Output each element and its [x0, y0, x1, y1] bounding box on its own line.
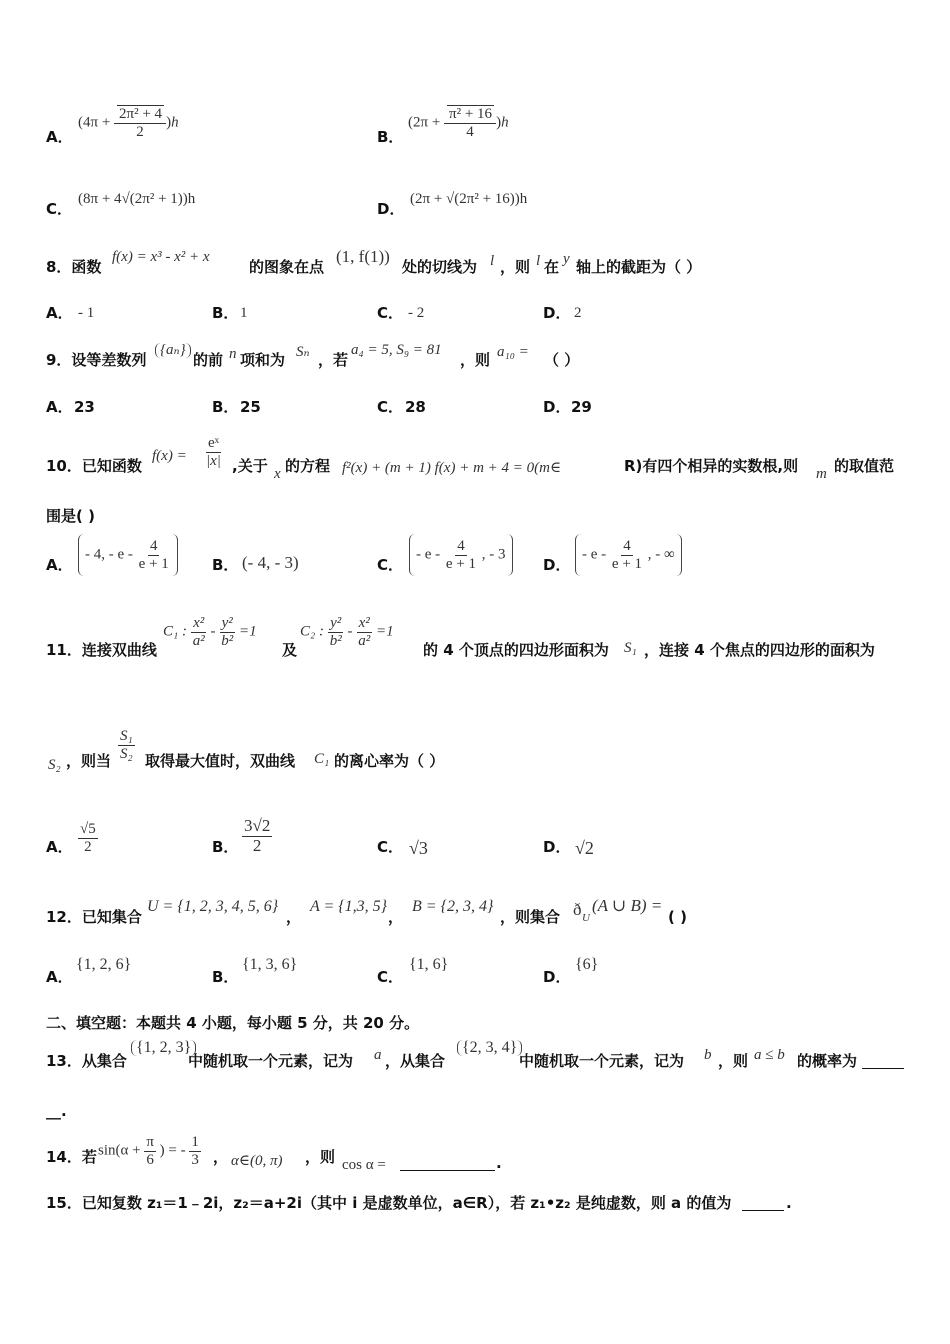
q10-option-a-den: e + 1 [138, 555, 169, 572]
q10-option-b-label: B． [212, 556, 239, 574]
q10-m: m [816, 466, 827, 482]
q11-eq1: =1 [238, 623, 257, 640]
q12-option-d-label: D． [543, 968, 571, 986]
q8-point: (1, f(1)) [336, 247, 390, 266]
q11-text-4: ，连接 4 个焦点的四边形的面积为 [644, 641, 875, 659]
q12-option-c-value: {1, 6} [409, 956, 449, 973]
q15-answer-blank[interactable] [742, 1210, 784, 1211]
q9-option-b-label: B． [212, 398, 239, 416]
q12-complement-sub: U [582, 912, 590, 924]
q14-text-end: . [496, 1154, 502, 1172]
q14-one: 1 [191, 1134, 199, 1150]
q11-c2: C₂ : [300, 623, 324, 640]
q10-option-c-left: - e - [416, 546, 441, 563]
q13-text-2: 中随机取一个元素，记为 [188, 1052, 354, 1070]
q9-text-4: ，若 [318, 351, 349, 369]
q13-set-1: {1, 2, 3} [131, 1040, 196, 1056]
q11-ratio-num: S₁ [120, 728, 133, 744]
q10-equation: f²(x) + (m + 1) f(x) + m + 4 = 0(m∈ [342, 460, 562, 476]
q9-text-6: （ ） [544, 351, 580, 369]
q11-a2: a² [192, 632, 205, 649]
q11-option-d-value: √2 [575, 838, 594, 858]
q10-stem [0, 435, 950, 482]
q11-text-7: 的离心率为（ ） [334, 752, 445, 770]
q12-text-3: ( ) [668, 908, 687, 926]
q13-text-3: ，从集合 [385, 1052, 446, 1070]
q8-stem [0, 247, 950, 276]
q11-ratio-den: S₂ [120, 745, 133, 762]
q8-text-2: 的图象在点 [249, 258, 325, 276]
q7-option-c-label: C． [46, 200, 73, 218]
q12-option-c-label: C． [377, 968, 404, 986]
q9-a10: a₁₀ = [497, 344, 529, 360]
q12-option-a-label: A． [46, 968, 73, 986]
q13-set-2: {2, 3, 4} [457, 1040, 522, 1056]
q10-option-d-value [575, 534, 682, 576]
q10-option-c-value [409, 534, 513, 576]
q12-expression: (A ∪ B) = [592, 896, 663, 915]
q13-answer-blank[interactable] [862, 1068, 904, 1069]
q10-text-4: R)有四个相异的实数根,则 [624, 457, 799, 475]
q10-text-1: 10．已知函数 [46, 457, 142, 475]
q11-c1: C₁ : [163, 623, 187, 640]
q8-options [0, 304, 950, 322]
q11-hyperbola-1 [163, 615, 257, 649]
q10-text-3: 的方程 [285, 457, 331, 475]
q10-option-d-den: e + 1 [611, 555, 643, 572]
q14-range: α∈(0, π) [231, 1153, 283, 1169]
q10-x: x [274, 466, 281, 482]
q11-b2-b: b² [329, 632, 342, 649]
q11-stem [0, 615, 950, 659]
q8-function: f(x) = x³ - x² + x [112, 249, 210, 265]
q12-sep-1: ， [286, 908, 302, 926]
q13-text-1: 13．从集合 [46, 1052, 127, 1070]
q10-option-d-right: , - ∞ [647, 546, 675, 563]
q12-option-b-value: {1, 3, 6} [242, 956, 298, 973]
q10-options [0, 532, 950, 574]
q8-option-d-value: 2 [574, 305, 582, 321]
q11-options [0, 815, 950, 858]
q7-option-d-label: D． [377, 200, 405, 218]
q14-cos: cos α = [342, 1157, 386, 1173]
q9-text-3: 项和为 [240, 351, 286, 369]
q9-text-5: ，则 [460, 351, 491, 369]
q12-options [0, 955, 950, 986]
q8-y: y [563, 251, 570, 267]
q10-option-d-left: - e - [582, 546, 607, 563]
q10-f-fraction [204, 435, 223, 469]
q14-text-1: 14．若 [46, 1148, 97, 1166]
section-2-title: 二、填空题：本题共 4 小题，每小题 5 分，共 20 分。 [46, 1014, 420, 1032]
q8-text-5: 在 [544, 258, 560, 276]
q9-option-d-label: D． [543, 398, 571, 416]
q8-text-4: ，则 [500, 258, 531, 276]
q8-l2: l [536, 253, 541, 269]
q7-option-b-label: B． [377, 128, 404, 146]
q10-text-6: 围是( ) [46, 507, 95, 525]
q12-option-b-label: B． [212, 968, 239, 986]
q10-option-c-right: , - 3 [481, 546, 506, 563]
q14-pi: π [146, 1134, 154, 1150]
q10-option-d-num: 4 [623, 538, 631, 554]
q11-option-a-value [78, 821, 98, 855]
q11-minus-2: - [347, 623, 353, 640]
q11-text-3: 的 4 个顶点的四边形面积为 [423, 641, 609, 659]
q8-option-b-value: 1 [240, 305, 248, 321]
q7-option-a-formula: (4π + $\frac{\text{2π² + 4}}{2}$ )h [78, 106, 179, 140]
q11-c1-b: C₁ [314, 751, 330, 767]
q14-sep: ， [213, 1148, 229, 1166]
q12-complement-symbol: ð [573, 900, 582, 919]
q11-y2-b: y² [330, 615, 342, 631]
q8-option-d-label: D． [543, 304, 571, 322]
q7-option-d-formula: (2π + √(2π² + 16))h [410, 191, 528, 207]
q9-text-1: 9．设等差数列 [46, 351, 147, 369]
q8-text-1: 8．函数 [46, 258, 102, 276]
q9-n: n [229, 346, 237, 362]
q11-option-b-num: 3√2 [244, 816, 271, 835]
q9-option-a-label: A． [46, 398, 73, 416]
q9-sequence: {aₙ} [155, 343, 191, 358]
q15-text: 15．已知复数 z₁＝1﹣2i，z₂＝a+2i（其中 i 是虚数单位，a∈R），若 z₁•z₂ 是纯虚数，则 a 的值为 [46, 1194, 732, 1212]
q10-option-a-num: 4 [149, 538, 158, 554]
q8-option-c-value: - 2 [408, 305, 425, 321]
q11-option-b-den: 2 [252, 835, 262, 855]
q13-text-end: __. [46, 1102, 67, 1120]
q11-y2: y² [221, 615, 233, 631]
q13-stem [0, 1039, 950, 1070]
q10-option-a-label: A． [46, 556, 73, 574]
q14-text-2: ，则 [305, 1148, 336, 1166]
q12-set-b: B = {2, 3, 4} [412, 898, 494, 915]
q11-a2-b: a² [358, 632, 371, 649]
q11-text-2: 及 [282, 641, 298, 659]
q11-option-c-label: C． [377, 838, 404, 856]
q10-text-5: 的取值范 [834, 457, 895, 475]
q7-option-a-label: A． [46, 128, 73, 146]
q11-s1: S₁ [624, 640, 637, 656]
q11-option-a-den: 2 [84, 838, 92, 855]
q12-set-u: U = {1, 2, 3, 4, 5, 6} [147, 898, 279, 915]
q13-text-4: 中随机取一个元素，记为 [519, 1052, 685, 1070]
q9-options [0, 398, 950, 416]
q9-option-a-value: 23 [74, 398, 95, 416]
q9-condition: a₄ = 5, S₉ = 81 [351, 342, 442, 358]
q11-text-1: 11．连接双曲线 [46, 641, 157, 659]
q10-stem-line2 [0, 507, 950, 525]
q11-s2: S₂ [48, 757, 61, 773]
q11-x2-b: x² [358, 615, 370, 631]
q10-f-left: f(x) = [152, 448, 187, 464]
q11-minus-1: - [210, 623, 216, 640]
q7-option-c-formula: (8π + 4√(2π² + 1))h [78, 191, 196, 207]
q7-options-row1 [0, 100, 950, 146]
q7-option-b-formula: (2π + $\frac{\text{π² + 16}}{4}$ )h [408, 106, 509, 140]
q10-option-a-left: - 4, - e - [85, 546, 133, 563]
q14-three: 3 [191, 1151, 199, 1168]
q8-text-3: 处的切线为 [402, 258, 478, 276]
q14-sin-mid: ) = - [159, 1142, 186, 1159]
q9-stem [0, 342, 950, 369]
q12-sep-2: ， [388, 908, 404, 926]
q14-sin-left: sin(α + [98, 1142, 141, 1159]
q11-x2: x² [193, 615, 205, 631]
q10-option-b-value: (- 4, - 3) [242, 553, 299, 572]
q10-f-num: eˣ [207, 435, 219, 451]
q11-option-a-num: √5 [80, 821, 96, 837]
q10-option-d-label: D． [543, 556, 571, 574]
q9-sn: Sₙ [296, 344, 310, 360]
q14-six: 6 [146, 1151, 154, 1168]
q11-option-b-value [242, 817, 272, 855]
q11-b2: b² [221, 632, 234, 649]
q8-option-b-label: B． [212, 304, 239, 322]
q12-stem [0, 895, 950, 926]
q14-stem [0, 1132, 950, 1173]
q12-text-1: 12．已知集合 [46, 908, 142, 926]
q11-text-6: 取得最大值时，双曲线 [145, 752, 296, 770]
q11-ratio [118, 728, 135, 762]
q9-text-2: 的前 [193, 351, 224, 369]
q8-option-a-label: A． [46, 304, 73, 322]
q11-option-b-label: B． [212, 838, 239, 856]
section-2-heading [0, 1014, 950, 1032]
q12-option-a-value: {1, 2, 6} [76, 956, 132, 973]
q8-option-c-label: C． [377, 304, 404, 322]
q9-option-d-value: 29 [571, 398, 592, 416]
q13-a: a [374, 1047, 382, 1063]
q10-option-c-label: C． [377, 556, 404, 574]
q13-text-5: ，则 [718, 1052, 749, 1070]
q10-f-den: |x| [206, 452, 221, 469]
q13-stem-line2 [0, 1102, 950, 1120]
q10-option-c-num: 4 [457, 538, 465, 554]
q11-option-a-label: A． [46, 838, 73, 856]
q9-option-c-value: 28 [405, 398, 426, 416]
q12-text-2: ，则集合 [500, 908, 561, 926]
q11-text-5: ，则当 [66, 752, 112, 770]
q10-option-c-den: e + 1 [445, 555, 477, 572]
q13-b: b [704, 1047, 712, 1063]
q14-answer-blank[interactable] [400, 1170, 495, 1171]
q9-option-b-value: 25 [240, 398, 261, 416]
q13-condition: a ≤ b [754, 1047, 785, 1063]
q8-option-a-value: - 1 [78, 305, 95, 321]
q9-option-c-label: C． [377, 398, 404, 416]
q11-option-c-value: √3 [409, 838, 428, 858]
q15-text-end: . [786, 1194, 792, 1212]
q11-option-d-label: D． [543, 838, 571, 856]
q11-eq2: =1 [375, 623, 394, 640]
q10-text-2: ,关于 [232, 457, 268, 475]
q10-option-a-value [78, 534, 178, 576]
q12-set-a: A = {1,3, 5} [310, 898, 388, 915]
q11-hyperbola-2 [300, 615, 394, 649]
q15-stem [0, 1194, 950, 1212]
q11-stem-line2 [0, 728, 950, 773]
q8-l: l [490, 253, 495, 269]
q12-option-d-value: {6} [575, 956, 599, 973]
q14-sin-expression [98, 1134, 201, 1168]
q8-text-6: 轴上的截距为（ ） [576, 258, 702, 276]
q13-text-6: 的概率为 [797, 1052, 858, 1070]
q7-options-row2 [0, 190, 950, 218]
